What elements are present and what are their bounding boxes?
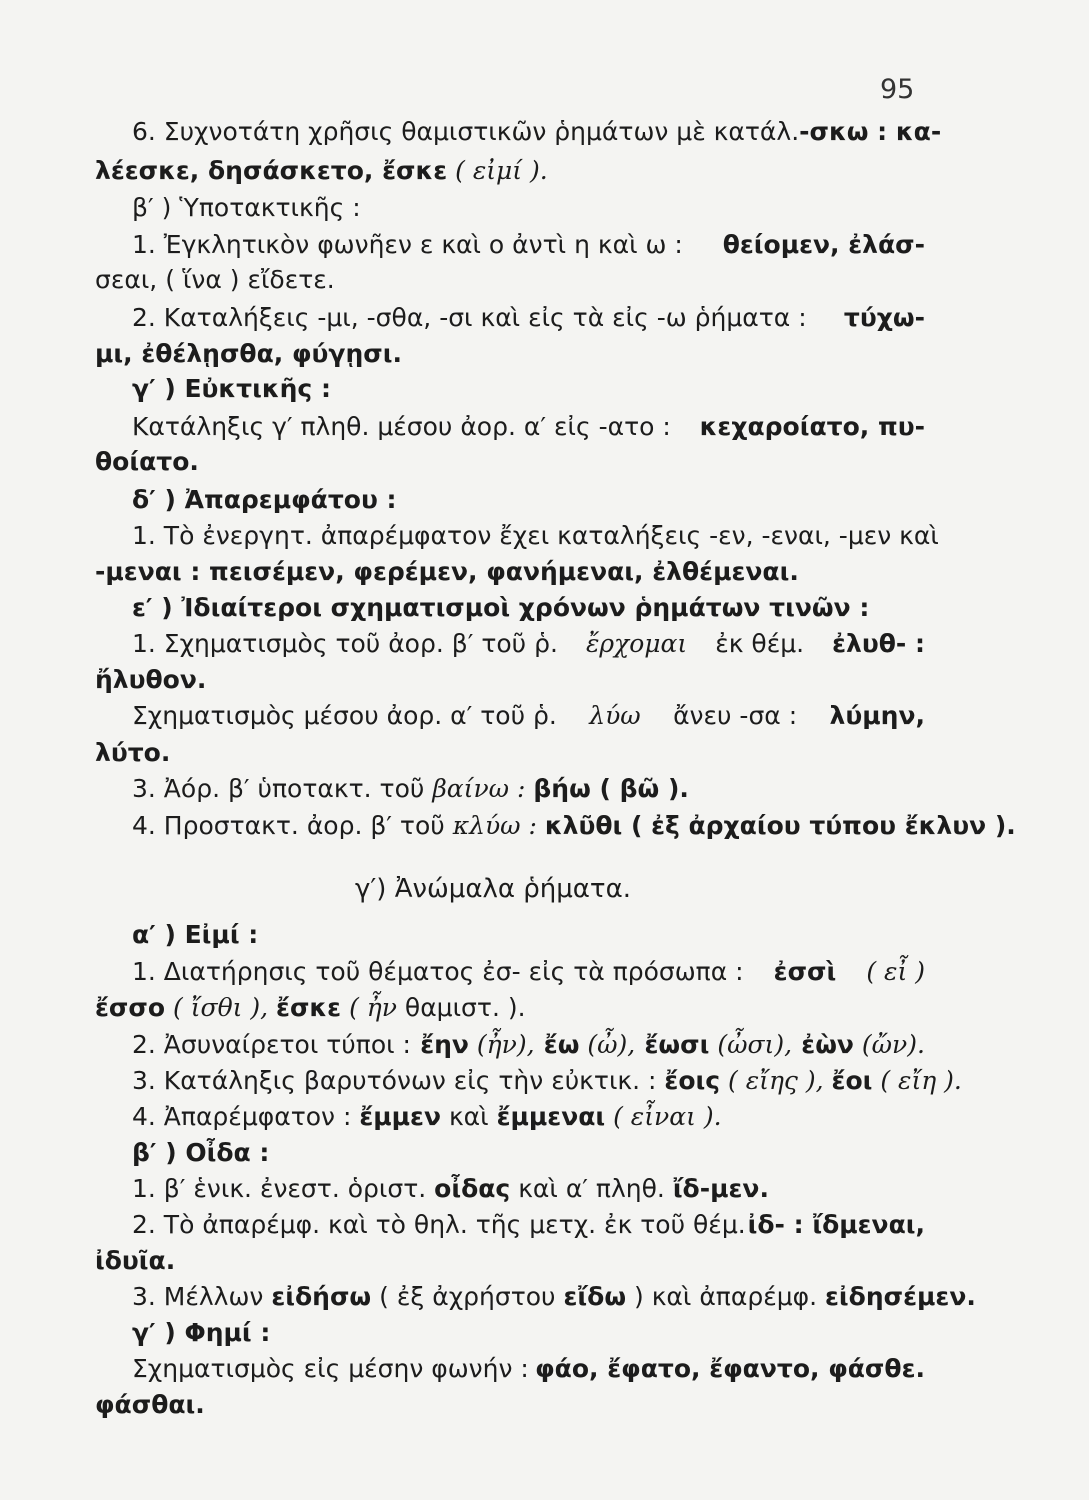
- text-segment: ἔσκε: [276, 993, 342, 1022]
- text-segment: 1. Σχηματισμὸς τοῦ ἀορ. β′ τοῦ ῥ.: [132, 629, 558, 658]
- text-segment: εἰδήσω: [271, 1282, 372, 1311]
- text-segment: 2. Ἀσυναίρετοι τύποι :: [132, 1030, 411, 1059]
- text-segment: -σκω : κα-: [799, 117, 942, 146]
- text-segment: βήω ( βῶ ).: [533, 774, 689, 803]
- text-segment: εἴδω: [563, 1282, 627, 1311]
- text-segment: ἔοις: [664, 1066, 721, 1095]
- text-segment: ἔωσι: [644, 1030, 710, 1059]
- text-segment: Κατάληξις γ′ πληθ. μέσου ἀορ. α′ εἰς -ατο :: [132, 412, 671, 441]
- text-line: -μεναι : πεισέμεν, φερέμεν, φανήμεναι, ἐλθέμεναι.: [95, 557, 799, 586]
- text-segment: (ὦσι),: [717, 1030, 793, 1059]
- text-line: σεαι, ( ἵνα ) εἴδετε.: [95, 265, 335, 294]
- section-label: ε′ ) Ἰδιαίτεροι σχηματισμοὶ χρόνων ῥημάτων τινῶν :: [132, 593, 870, 622]
- text-line: [132, 1173, 925, 1205]
- text-segment: τύχω-: [843, 303, 925, 332]
- text-line: [132, 1101, 925, 1133]
- text-line: [132, 956, 925, 988]
- text-line: λύτο.: [95, 738, 171, 767]
- page-number: 95: [880, 74, 915, 105]
- text-segment: ( ἦν: [349, 993, 397, 1022]
- text-line: 1. Τὸ ἐνεργητ. ἀπαρέμφατον ἔχει καταλήξεις -εν, -εναι, -μεν καὶ: [132, 521, 939, 550]
- text-segment: ) καὶ ἀπαρέμφ.: [634, 1282, 818, 1311]
- section-label: γ′ ) Φημί :: [132, 1318, 271, 1347]
- text-segment: 3. Ἀόρ. β′ ὑποτακτ. τοῦ: [132, 774, 425, 803]
- text-segment: ἔω: [543, 1030, 580, 1059]
- text-line: [132, 628, 925, 660]
- text-segment: 2. Τὸ ἀπαρέμφ. καὶ τὸ θηλ. τῆς μετχ. ἐκ τοῦ θέμ.: [132, 1210, 746, 1239]
- text-segment: ( εἴη ).: [880, 1066, 962, 1095]
- text-segment: ἔρχομαι: [585, 629, 688, 658]
- text-segment: ἐὼν: [801, 1030, 854, 1059]
- text-segment: 6. Συχνοτάτη χρῆσις θαμιστικῶν ῥημάτων μὲ κατάλ.: [132, 117, 800, 146]
- text-segment: Σχηματισμὸς εἰς μέσην φωνήν :: [132, 1354, 529, 1383]
- text-segment: ἐλυθ- :: [832, 629, 925, 658]
- text-segment: κλύω :: [452, 811, 537, 840]
- section-heading: γ′) Ἀνώμαλα ῥήματα.: [355, 874, 631, 904]
- text-line: [132, 229, 925, 261]
- text-line: φάσθαι.: [95, 1390, 205, 1419]
- text-segment: 1. Ἐγκλητικὸν φωνῆεν ε καὶ ο ἀντὶ η καὶ ω :: [132, 230, 683, 259]
- text-segment: καὶ α′ πληθ.: [518, 1174, 665, 1203]
- text-segment: ἔην: [420, 1030, 469, 1059]
- text-segment: ( εἶναι ).: [613, 1102, 722, 1131]
- section-label: δ′ ) Ἀπαρεμφάτου :: [132, 485, 397, 514]
- text-line: [95, 992, 925, 1024]
- text-segment: κλῦθι ( ἐξ ἀρχαίου τύπου ἔκλυν ).: [544, 811, 1016, 840]
- text-segment: 2. Καταλήξεις -μι, -σθα, -σι καὶ εἰς τὰ εἰς -ω ῥήματα :: [132, 303, 807, 332]
- text-line: ἰδυῖα.: [95, 1246, 176, 1275]
- text-segment: Σχηματισμὸς μέσου ἀορ. α′ τοῦ ῥ.: [132, 701, 557, 730]
- text-segment: ἄνευ -σα :: [673, 701, 798, 730]
- text-segment: λύω: [589, 701, 641, 730]
- text-segment: 1. β′ ἑνικ. ἐνεστ. ὁριστ.: [132, 1174, 427, 1203]
- text-segment: κεχαροίατο, πυ-: [699, 412, 925, 441]
- section-label: β′ ) Οἶδα :: [132, 1138, 270, 1167]
- text-segment: λύμην,: [829, 701, 925, 730]
- text-segment: 4. Προστακτ. ἀορ. β′ τοῦ: [132, 811, 445, 840]
- text-line: [132, 1281, 976, 1313]
- text-segment: οἶδας: [434, 1174, 511, 1203]
- text-segment: εἰδησέμεν.: [825, 1282, 976, 1311]
- text-segment: ἔμμεναι: [496, 1102, 606, 1131]
- text-segment: ἐκ θέμ.: [715, 629, 805, 658]
- text-line: ἤλυθον.: [95, 665, 207, 694]
- section-label: β′ ) Ὑποτακτικῆς :: [132, 193, 361, 222]
- text-segment: φάο, ἔφατο, ἔφαντο, φάσθε.: [535, 1354, 925, 1383]
- text-line: [132, 1065, 962, 1097]
- text-segment: ἔσσο: [95, 993, 166, 1022]
- text-line: [132, 116, 942, 148]
- text-segment: (ἦν),: [476, 1030, 535, 1059]
- text-segment: ( ἐξ ἀχρήστου: [379, 1282, 556, 1311]
- text-segment: ( εἴης ),: [728, 1066, 824, 1095]
- text-segment: (ὦ),: [587, 1030, 636, 1059]
- text-segment: θείομεν, ἐλάσ-: [722, 230, 925, 259]
- text-line: [95, 155, 925, 187]
- text-segment: ( εἶ ): [866, 957, 925, 986]
- section-label: γ′ ) Εὐκτικῆς :: [132, 374, 331, 403]
- text-segment: ἔοι: [831, 1066, 873, 1095]
- text-segment: 4. Ἀπαρέμφατον :: [132, 1102, 352, 1131]
- text-segment: 3. Κατάληξις βαρυτόνων εἰς τὴν εὐκτικ. :: [132, 1066, 657, 1095]
- text-line: μι, ἐθέλῃσθα, φύγῃσι.: [95, 339, 402, 368]
- text-line: [132, 773, 925, 805]
- text-line: [132, 411, 925, 443]
- text-segment: 3. Μέλλων: [132, 1282, 264, 1311]
- text-segment: βαίνω :: [432, 774, 526, 803]
- text-line: θοίατο.: [95, 447, 199, 476]
- text-line: [132, 1353, 925, 1385]
- text-segment: καὶ: [448, 1102, 489, 1131]
- text-segment: ἐσσὶ: [773, 957, 837, 986]
- text-segment: ἰδ- : ἴδμεναι,: [747, 1210, 925, 1239]
- text-line: [132, 700, 925, 732]
- text-line: [132, 302, 925, 334]
- text-line: [132, 810, 1016, 842]
- text-segment: ἴδ-μεν.: [672, 1174, 769, 1203]
- text-line: [132, 1029, 925, 1061]
- text-segment: 1. Διατήρησις τοῦ θέματος ἐσ- εἰς τὰ πρόσωπα :: [132, 957, 744, 986]
- text-line: [132, 1209, 925, 1241]
- text-segment: λέεσκε, δησάσκετο, ἔσκε: [95, 156, 448, 185]
- section-label: α′ ) Εἰμί :: [132, 920, 259, 949]
- text-segment: θαμιστ. ).: [404, 993, 526, 1022]
- text-segment: (ὤν).: [861, 1030, 925, 1059]
- text-segment: ἔμμεν: [359, 1102, 441, 1131]
- text-segment: ( εἰμί ).: [455, 156, 548, 185]
- text-segment: ( ἴσθι ),: [173, 993, 269, 1022]
